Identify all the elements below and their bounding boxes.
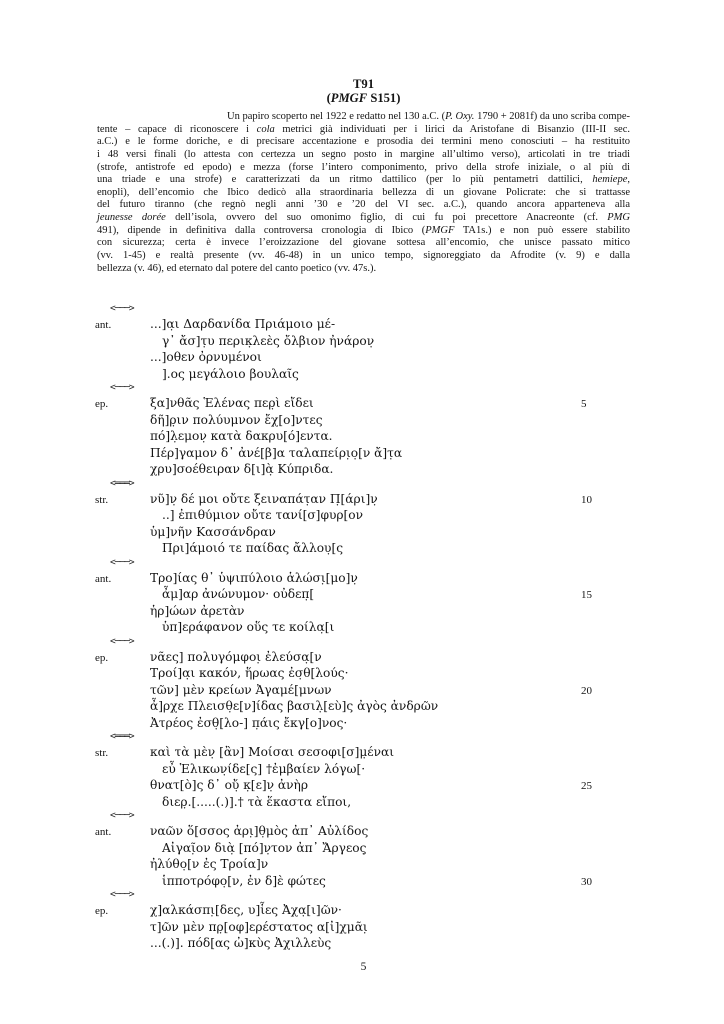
intro-paragraph xyxy=(97,111,630,275)
verse-line xyxy=(95,491,655,508)
section-label: ep. xyxy=(95,651,109,664)
text-run: dell’isola, ovvero del suo omonimo figlio, di cui fu poi precettore Anacreonte (cf. xyxy=(165,212,608,224)
greek-verse-text: ...]οθεν ὀρνυμένοι xyxy=(150,350,262,364)
verse-line xyxy=(95,445,655,462)
triad-boundary-marker-icon: <═══> xyxy=(110,731,134,742)
greek-verse-text: Τρο]ίας θ᾽ ὑψιπύλοιο ἁλώσι̣[μο]ν̣ xyxy=(150,570,358,585)
text-run: PMGF xyxy=(425,224,455,236)
greek-verse-text: Ἀτρέος ἐσθ̣[λο-] π̣άις ἔκγ[ο]νος· xyxy=(150,715,348,730)
poem-section-ant xyxy=(95,303,655,382)
greek-verse-text: ξα]νθᾶς Ἑλένας περ̣ὶ εἴδει xyxy=(150,396,314,410)
verse-line xyxy=(95,461,655,478)
greek-verse-text: ..] ἐπιθύμιον οὔτε τανί[σ]φυρ[ον xyxy=(162,508,364,522)
section-label: str. xyxy=(95,493,109,506)
greek-verse-text: θνατ[ὸ]ς δ᾽ οὔ̣ κ̣[ε]ν̣ ἀνὴρ xyxy=(150,778,309,792)
greek-verse-text: τ]ῶν μὲν πρ̣[οφ]ερέστατος α[ἰ]χμᾶι̣ xyxy=(150,919,368,934)
text-run: PMGF xyxy=(330,91,368,105)
verse-line xyxy=(95,586,655,603)
verse-line xyxy=(95,715,655,732)
intro-line xyxy=(97,124,630,137)
greek-verse-text: Αἰγαῖ̣ον διὰ̣ [πό]ν̣τον ἀπ᾽ Ἄργεος̣ xyxy=(162,840,367,855)
greek-verse-text: πό]λ̣εμον̣ κατὰ δακρυ[ό]εντα. xyxy=(150,429,333,443)
verse-line xyxy=(95,856,655,873)
greek-poem xyxy=(95,303,655,952)
strophe-marker-icon: <───> xyxy=(110,810,134,821)
text-run: una triade e una strofe) e caratterizzati da un ritmo dattilico (per lo più pentametri dattilici, xyxy=(97,174,593,186)
greek-verse-text: ].ος μεγάλοιο βουλαῖς xyxy=(162,366,299,381)
greek-verse-text: τῶν] μὲν κρείων Ἀγαμέ[μνων xyxy=(150,682,332,697)
greek-verse-text: χ]αλκάσπι̣[δες, υ]ἷες Ἀχα̣[ι]ῶν· xyxy=(150,903,342,917)
greek-verse-text: νᾶες] πολυγόμφοι̣ ἐλεύσα̣[ν xyxy=(150,649,322,664)
line-number: 5 xyxy=(581,398,587,410)
text-run: TA1s.) e non può essere stabilito xyxy=(454,224,630,236)
greek-verse-text: χρυ]σοέθειραν δ[ι]ὰ̣ Κύπριδα. xyxy=(150,462,334,476)
strophe-marker-icon: <───> xyxy=(110,382,134,393)
verse-line xyxy=(95,698,655,715)
verse-line xyxy=(95,794,655,811)
verse-line xyxy=(95,412,655,429)
text-run: i 48 versi finali (lo attesta con certezza un segno posto in margine all’ultimo verso), articolati in tre triadi xyxy=(97,148,630,160)
verse-line xyxy=(95,649,655,666)
verse-line xyxy=(95,744,655,761)
poem-section-ep xyxy=(95,889,655,952)
intro-line xyxy=(97,250,630,263)
page-number: 5 xyxy=(360,961,367,973)
greek-verse-text: διερ̣.[.....(.)].† τὰ ἕκαστα εἴποι, xyxy=(162,794,352,809)
greek-verse-text: ἠλύθο̣[ν ἐς Τροία]ν xyxy=(150,857,269,871)
text-run: cola xyxy=(256,123,275,135)
poem-section-ep xyxy=(95,382,655,478)
text-run: del futuro tiranno (che regnò negli anni ’30 e ’20 del VI sec. a.C.), quando ancora apparteneva alla xyxy=(97,199,630,211)
intro-line xyxy=(97,187,630,200)
verse-line xyxy=(95,366,655,383)
text-run: con sicurezza; certa è invece l’eroizzazione del giovane sottesa all’encomio, che unisce passato mitico xyxy=(97,237,630,249)
verse-line xyxy=(95,316,655,333)
greek-verse-text: Πέρ]γαμον δ᾽ ἀνέ[β]α ταλαπείρι̣ο̣[ν ἄ]τ̣α xyxy=(150,445,403,460)
triad-boundary-marker-icon: <═══> xyxy=(110,477,134,489)
strophe-marker-icon: <───> xyxy=(110,635,134,647)
intro-line xyxy=(97,136,630,149)
text-run: ( xyxy=(326,91,331,105)
text-run: PMG xyxy=(607,212,631,224)
strophe-marker-icon: <───> xyxy=(110,556,134,568)
verse-line xyxy=(95,524,655,541)
section-label: ant. xyxy=(95,826,112,838)
verse-line xyxy=(95,333,655,350)
intro-line xyxy=(97,199,630,212)
verse-line xyxy=(95,540,655,557)
text-run: 491), dipende in definitiva dalla controversa cronologia di Ibico ( xyxy=(97,224,426,236)
line-number: 30 xyxy=(581,875,592,888)
greek-verse-text: Πρι]άμοιό τε παίδας ἄλλου̣[ς xyxy=(162,541,344,555)
section-label: ep. xyxy=(95,905,109,917)
line-number: 10 xyxy=(581,493,592,506)
verse-line xyxy=(95,935,655,952)
line-number: 20 xyxy=(581,684,592,697)
verse-line xyxy=(95,823,655,840)
poem-section-ant xyxy=(95,810,655,889)
verse-line xyxy=(95,873,655,890)
title-block xyxy=(97,77,630,105)
verse-line xyxy=(95,919,655,936)
text-run: tente – capace di riconoscere i xyxy=(97,123,257,135)
poem-section-str xyxy=(95,731,655,810)
text-run: S151) xyxy=(367,91,401,105)
section-label: ant. xyxy=(95,319,112,331)
poem-section-ant xyxy=(95,557,655,636)
greek-verse-text: ...]α̣ι Δαρδανίδα Πριάμοιο μέ- xyxy=(150,317,336,331)
text-run: P. Oxy. xyxy=(445,111,475,122)
text-run: metrici già individuati per i lirici da Aristofane di Bisanzio (III-II sec. xyxy=(274,123,630,135)
verse-line xyxy=(95,507,655,524)
greek-verse-text: εὖ Ἑλικων̣ίδε[ς] †ἐμβαίεν λόγω[· xyxy=(162,761,366,776)
text-run: jeunesse dorée xyxy=(97,212,166,224)
text-run: 1790 + 2081f) da uno scriba compe- xyxy=(474,111,630,122)
verse-line xyxy=(95,682,655,699)
intro-line xyxy=(97,149,630,162)
poem-section-ep xyxy=(95,636,655,732)
verse-line xyxy=(95,777,655,794)
intro-line xyxy=(97,225,630,238)
greek-verse-text: ἆμ]αρ ἀνώνυμον· οὐδεπ̣[ xyxy=(162,587,315,601)
verse-line xyxy=(95,570,655,587)
greek-verse-text: νῦ]ν̣ δέ μοι οὔτε ξειναπάτ̣αν Π̣[άρι]ν̣ xyxy=(150,491,378,506)
strophe-marker-icon: <───> xyxy=(110,889,134,900)
text-run: , xyxy=(627,174,630,186)
greek-verse-text: ὑμ]νῆν Κασσάνδραν xyxy=(150,524,276,539)
text-run: bellezza (v. 46), ed eternato dal potere del canto poetico (vv. 47s.). xyxy=(97,262,377,274)
greek-verse-text: καὶ τὰ μὲν̣ [ἂν] Μοίσαι σεσοφι[σ]μ̣έναι xyxy=(150,745,394,759)
text-run: (vv. 1-45) e realtà presente (vv. 46-48) in un unico tempo, signoreggiato da Afrodite (v. 9) e dalla xyxy=(97,250,630,262)
verse-line xyxy=(95,395,655,412)
line-number: 15 xyxy=(581,589,592,601)
verse-line xyxy=(95,665,655,682)
greek-verse-text: ...(.)]. πόδ[ας ὠ]κὺς Ἀχιλλεὺς xyxy=(150,936,332,950)
page-title: T91 xyxy=(353,77,374,91)
section-label: ep. xyxy=(95,398,109,410)
greek-verse-text: ἡρ]ώων ἀρετὰν xyxy=(150,603,245,618)
greek-verse-text: ἆ]ρχε Πλεισθ̣ε[ν]ίδας βασιλ̣[εὺ]ς ἀγὸς ἀνδρῶν xyxy=(150,699,439,713)
verse-line xyxy=(95,619,655,636)
strophe-marker-icon: <───> xyxy=(110,303,134,314)
greek-verse-text: δῆ]ρ̣ιν πολύυμνον ἔχ[ο]ντες xyxy=(150,412,323,427)
intro-line xyxy=(97,111,630,124)
intro-line xyxy=(97,162,630,175)
verse-line xyxy=(95,349,655,366)
verse-line xyxy=(95,603,655,620)
section-label: str. xyxy=(95,747,109,759)
verse-line xyxy=(95,428,655,445)
text-run: (strofe, antistrofe ed epodo) e mezza (forse l’intero componimento, privo della strofe iniziale, o al più di xyxy=(97,161,630,173)
verse-line xyxy=(95,902,655,919)
page-subtitle xyxy=(97,91,630,105)
line-number: 25 xyxy=(581,780,592,792)
text-run: enopli), dell’encomio che Ibico dedicò alla straordinaria bellezza di un giovane Policrate: che si trattasse xyxy=(97,186,630,198)
intro-line xyxy=(97,174,630,187)
intro-line xyxy=(97,263,630,276)
text-run: a.C.) e le forme doriche, e di precisare accentazione e prosodia dei termini meno conosciuti – ha restituito xyxy=(97,136,630,148)
greek-verse-text: ναῶν ὅ[σσος ἀρι̣]θ̣μὸς ἀπ᾽ Αὐλίδος xyxy=(150,824,369,838)
intro-line xyxy=(97,212,630,225)
greek-verse-text: ἱπποτρόφο̣[ν, ἐν δ]ὲ φώτες xyxy=(162,873,326,888)
intro-line xyxy=(97,237,630,250)
greek-verse-text: γ᾽ ἄσ]τ̣υ περικ̣λεὲς ὄλβιον ἠνάρον̣ xyxy=(162,333,375,348)
greek-verse-text: ὑπ]εράφανον οὕς τε κοίλα̣[ι xyxy=(162,620,335,634)
text-run: Un papiro scoperto nel 1922 e redatto nel 130 a.C. ( xyxy=(227,111,446,122)
greek-verse-text: Τροί]α̣ι κακόν, ἥρωας ἐσ̣θ[λούς· xyxy=(150,666,349,680)
poem-section-str xyxy=(95,478,655,557)
verse-line xyxy=(95,840,655,857)
verse-line xyxy=(95,761,655,778)
section-label: ant. xyxy=(95,572,112,585)
text-run: hemiepe xyxy=(592,174,628,186)
